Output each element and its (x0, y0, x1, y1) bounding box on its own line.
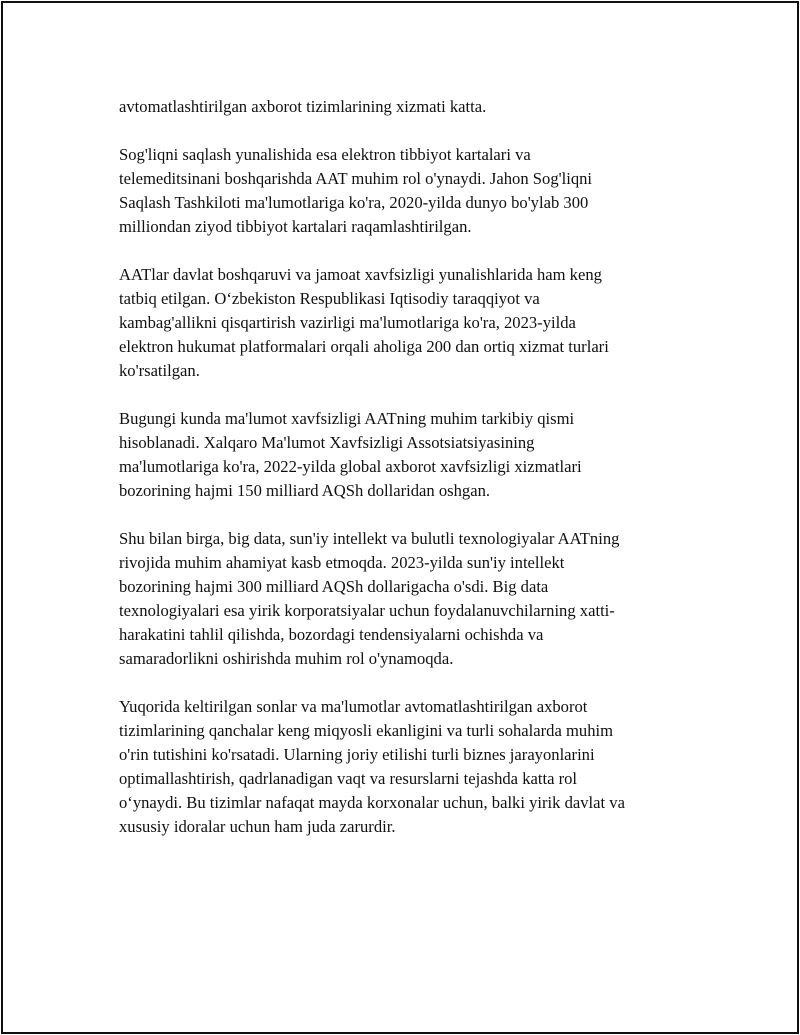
text-line: Saqlash Tashkiloti ma'lumotlariga ko'ra, 2020-yilda dunyo bo'ylab 300 (119, 193, 589, 212)
text-line: harakatini tahlil qilishda, bozordagi tendensiyalarni ochishda va (119, 625, 544, 644)
text-line: elektron hukumat platformalari orqali aholiga 200 dan ortiq xizmat turlari (119, 337, 609, 356)
text-line: bozorining hajmi 150 milliard AQSh dollaridan oshgan. (119, 481, 491, 500)
text-line: avtomatlashtirilgan axborot tizimlarining xizmati katta. (119, 97, 487, 116)
text-line: samaradorlikni oshirishda muhim rol o'ynamoqda. (119, 649, 454, 668)
text-line: bozorining hajmi 300 milliard AQSh dollarigacha o'sdi. Big data (119, 577, 549, 596)
text-line: o‘ynaydi. Bu tizimlar nafaqat mayda korxonalar uchun, balki yirik davlat va (119, 793, 625, 812)
text-line: milliondan ziyod tibbiyot kartalari raqamlashtirilgan. (119, 217, 472, 236)
text-line: Bugungi kunda ma'lumot xavfsizligi AATning muhim tarkibiy qismi (119, 409, 575, 428)
page-frame (1, 1, 799, 1034)
paragraph (119, 527, 699, 671)
text-line: ma'lumotlariga ko'ra, 2022-yilda global axborot xavfsizligi xizmatlari (119, 457, 582, 476)
text-line: ko'rsatilgan. (119, 361, 200, 380)
paragraph (119, 263, 699, 383)
text-line: Sog'liqni saqlash yunalishida esa elektron tibbiyot kartalari va (119, 145, 531, 164)
text-line: optimallashtirish, qadrlanadigan vaqt va resurslarni tejashda katta rol (119, 769, 578, 788)
text-line: xususiy idoralar uchun ham juda zarurdir. (119, 817, 396, 836)
text-line: tizimlarining qanchalar keng miqyosli ekanligini va turli sohalarda muhim (119, 721, 614, 740)
text-line: rivojida muhim ahamiyat kasb etmoqda. 2023-yilda sun'iy intellekt (119, 553, 565, 572)
text-line: telemeditsinani boshqarishda AAT muhim rol o'ynaydi. Jahon Sog'liqni (119, 169, 593, 188)
paragraph (119, 95, 699, 119)
text-line: AATlar davlat boshqaruvi va jamoat xavfsizligi yunalishlarida ham keng (119, 265, 602, 284)
text-line: Yuqorida keltirilgan sonlar va ma'lumotlar avtomatlashtirilgan axborot (119, 697, 588, 716)
document-body (119, 95, 699, 863)
text-line: hisoblanadi. Xalqaro Ma'lumot Xavfsizligi Assotsiatsiyasining (119, 433, 535, 452)
paragraph (119, 695, 699, 839)
paragraph (119, 143, 699, 239)
text-line: Shu bilan birga, big data, sun'iy intellekt va bulutli texnologiyalar AATning (119, 529, 620, 548)
text-line: o'rin tutishini ko'rsatadi. Ularning joriy etilishi turli biznes jarayonlarini (119, 745, 595, 764)
text-line: texnologiyalari esa yirik korporatsiyalar uchun foydalanuvchilarning xatti- (119, 601, 615, 620)
text-line: kambag'allikni qisqartirish vazirligi ma'lumotlariga ko'ra, 2023-yilda (119, 313, 576, 332)
text-line: tatbiq etilgan. O‘zbekiston Respublikasi Iqtisodiy taraqqiyot va (119, 289, 540, 308)
paragraph (119, 407, 699, 503)
